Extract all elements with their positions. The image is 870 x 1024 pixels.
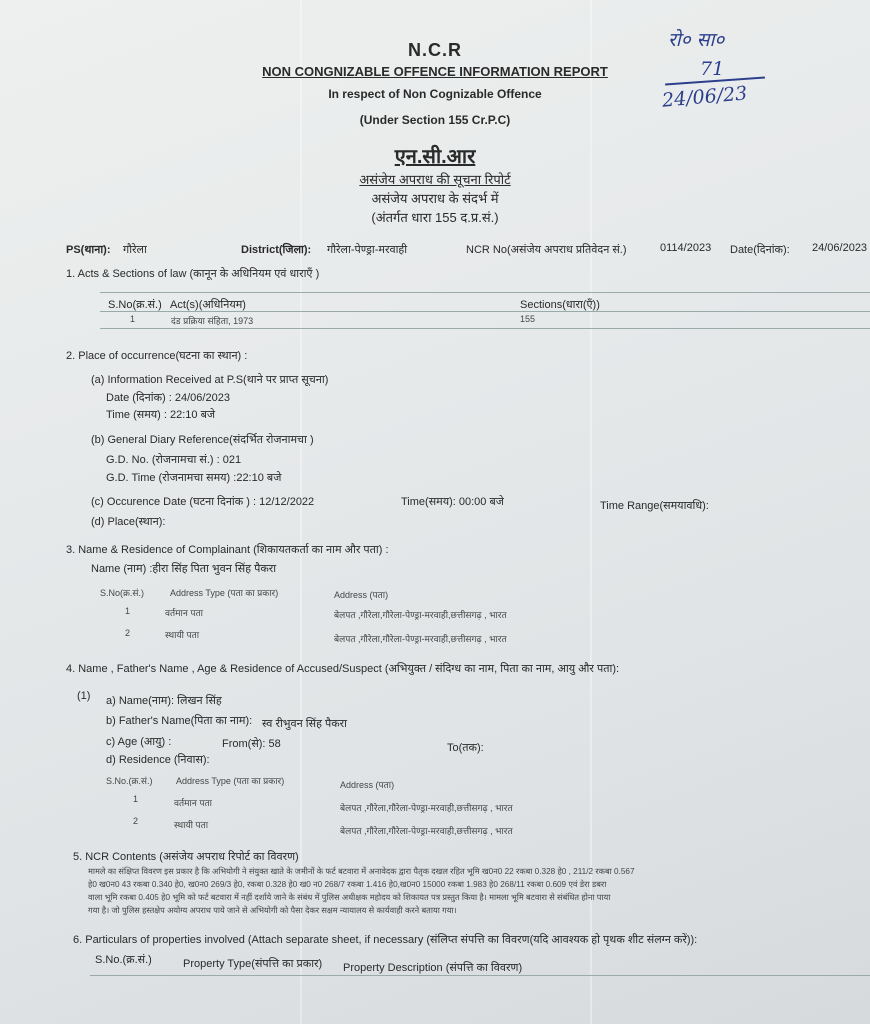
respect-line: In respect of Non Cognizable Offence xyxy=(328,87,542,101)
occurrence-date: (c) Occurence Date (घटना दिनांक ) : 12/12/2022 xyxy=(91,496,315,508)
s1-row-sections: 155 xyxy=(520,314,536,324)
table-rule xyxy=(100,292,870,293)
s1-col-sections: Sections(धारा(एँ)) xyxy=(520,299,600,311)
father-name-value: स्व रीभुवन सिंह पैकरा xyxy=(262,718,348,730)
date-value: 24/06/2023 xyxy=(812,242,868,254)
age-label: c) Age (आयु) : xyxy=(106,736,172,748)
ps-label: PS(थाना): xyxy=(66,244,111,256)
s4-col-address: Address (पता) xyxy=(340,780,395,790)
handwritten-note-line1: रो० सा० xyxy=(668,29,725,51)
section-3-heading: 3. Name & Residence of Complainant (शिकायतकर्ता का नाम और पता) : xyxy=(66,544,389,556)
section-2-heading: 2. Place of occurrence(घटना का स्थान) : xyxy=(66,350,248,362)
section-line: (Under Section 155 Cr.P.C) xyxy=(359,113,511,127)
s6-col-type: Property Type(संपत्ति का प्रकार) xyxy=(183,958,323,970)
handwritten-note-line2: 71 xyxy=(700,58,725,80)
gd-reference-label: (b) General Diary Reference(संदर्भित रोजनामचा ) xyxy=(91,434,314,446)
s4-r1-type: वर्तमान पता xyxy=(174,798,212,808)
residence-label: d) Residence (निवास): xyxy=(106,754,210,766)
s3-r2-sno: 2 xyxy=(125,628,131,638)
s4-r2-type: स्थायी पता xyxy=(174,820,209,830)
info-date: Date (दिनांक) : 24/06/2023 xyxy=(106,392,230,404)
s3-r1-type: वर्तमान पता xyxy=(165,608,203,618)
age-to: To(तक): xyxy=(447,742,484,754)
section-6-heading: 6. Particulars of properties involved (Attach separate sheet, if necessary (संलिप्त संपत्ति का विवरण(यदि आवश्यक हो पृथक शीट संलग्न करें)): xyxy=(73,934,698,946)
ps-value: गौरेला xyxy=(123,244,147,256)
s6-col-description: Property Description (संपत्ति का विवरण) xyxy=(343,962,523,974)
accused-number: (1) xyxy=(77,690,91,702)
info-time: Time (समय) : 22:10 बजे xyxy=(106,409,216,421)
s1-row-act: दंड प्रक्रिया संहिता, 1973 xyxy=(171,316,254,326)
s4-col-type: Address Type (पता का प्रकार) xyxy=(176,776,285,786)
father-name-label: b) Father's Name(पिता का नाम): xyxy=(106,715,253,727)
gd-no: G.D. No. (रोजनामचा सं.) : 021 xyxy=(106,454,242,466)
s3-col-type: Address Type (पता का प्रकार) xyxy=(170,588,279,598)
ncr-contents-line2: हे0 ख0न0 43 रकबा 0.340 हे0, ख0न0 269/3 हे0, रकबा 0.328 हे0 ख0 न0 268/7 रकबा 1.416 हे0,ख0न0 15000 रकबा 1.983 हे0 268/11 रकबा 0.609 एवं डेरा डबरा xyxy=(88,880,607,889)
page-title: N.C.R xyxy=(408,40,462,60)
s1-col-act: Act(s)(अधिनियम) xyxy=(170,299,246,311)
ncr-no-value: 0114/2023 xyxy=(660,242,712,254)
ncr-contents-line1: मामले का संक्षिप्त विवरण इस प्रकार है कि अभियोगी ने संयुक्त खाते के जमीनों के फर्ट बटवारा में अनावेदक द्वारा पैतृक दखल रहित भूमि ख0न0 22 रकबा 0.328 हे0 , 211/2 रकबा 0.567 xyxy=(88,867,635,876)
s4-r2-address: बेलपत ,गौरेला,गौरेला-पेण्ड्रा-मरवाही,छत्तीसगढ़ , भारत xyxy=(340,826,513,836)
complainant-name: Name (नाम) :हीरा सिंह पिता भुवन सिंह पैकरा xyxy=(91,563,277,575)
place-label: (d) Place(स्थान): xyxy=(91,516,166,528)
s4-r1-address: बेलपत ,गौरेला,गौरेला-पेण्ड्रा-मरवाही,छत्तीसगढ़ , भारत xyxy=(340,803,513,813)
district-value: गौरेला-पेण्ड्रा-मरवाही xyxy=(327,244,408,256)
table-rule xyxy=(100,328,870,329)
ncr-contents-line3: वाला भूमि रकबा 0.405 हे0 भूमि को फर्ट बटवारा में नहीं दर्शाये जाने के संबंध में पुलिस अधीक्षक महोदय को शिकायत पत्र प्रस्तुत किया है। मामला भूमि बटवारा से संबंधित होना पाया xyxy=(88,893,611,902)
s3-col-address: Address (पता) xyxy=(334,590,389,600)
s6-col-sno: S.No.(क्र.सं.) xyxy=(95,954,152,966)
s4-r2-sno: 2 xyxy=(133,816,139,826)
s3-r2-address: बेलपत ,गौरेला,गौरेला-पेण्ड्रा-मरवाही,छत्तीसगढ़ , भारत xyxy=(334,634,507,644)
s4-col-sno: S.No.(क्र.सं.) xyxy=(106,776,153,786)
gd-time: G.D. Time (रोजनामचा समय) :22:10 बजे xyxy=(106,472,282,484)
table-rule xyxy=(100,311,870,312)
hindi-section: (अंतर्गत धारा 155 द.प्र.सं.) xyxy=(371,210,499,225)
handwritten-note-date: 24/06/23 xyxy=(661,82,749,112)
report-subtitle: NON CONGNIZABLE OFFENCE INFORMATION REPORT xyxy=(262,64,608,79)
hindi-subtitle: असंजेय अपराध की सूचना रिपोर्ट xyxy=(359,172,511,187)
accused-name: a) Name(नाम): लिखन सिंह xyxy=(106,695,222,707)
ncr-contents-line4: गया है। जो पुलिस हस्तक्षेप अयोग्य अपराध पाये जाने से अभियोगी को पैसा देकर सक्षम न्यायालय से कार्यवाही करने बताया गया। xyxy=(88,906,457,915)
section-5-heading: 5. NCR Contents (असंजेय अपराध रिपोर्ट का विवरण) xyxy=(73,851,299,863)
s3-r1-address: बेलपत ,गौरेला,गौरेला-पेण्ड्रा-मरवाही,छत्तीसगढ़ , भारत xyxy=(334,610,507,620)
date-label: Date(दिनांक): xyxy=(730,244,790,256)
section-4-heading: 4. Name , Father's Name , Age & Residence of Accused/Suspect (अभियुक्त / संदिग्ध का नाम, पिता का नाम, आयु और पता): xyxy=(66,663,620,675)
s1-row-sno: 1 xyxy=(130,314,136,324)
hindi-title: एन.सी.आर xyxy=(394,146,476,168)
table-rule xyxy=(90,975,870,976)
info-received-label: (a) Information Received at P.S(थाने पर प्राप्त सूचना) xyxy=(91,374,329,386)
hindi-respect: असंजेय अपराध के संदर्भ में xyxy=(371,191,499,206)
age-from: From(से): 58 xyxy=(222,738,281,750)
occurrence-time: Time(समय): 00:00 बजे xyxy=(401,496,504,508)
district-label: District(जिला): xyxy=(241,244,312,256)
section-1-heading: 1. Acts & Sections of law (कानून के अधिनियम एवं धाराएँ ) xyxy=(66,268,320,280)
s3-r1-sno: 1 xyxy=(125,606,131,616)
s3-col-sno: S.No(क्र.सं.) xyxy=(100,588,144,598)
occurrence-time-range: Time Range(समयावधि): xyxy=(600,500,709,512)
s3-r2-type: स्थायी पता xyxy=(165,630,200,640)
s1-col-sno: S.No(क्र.सं.) xyxy=(108,299,162,311)
s4-r1-sno: 1 xyxy=(133,794,139,804)
ncr-no-label: NCR No(असंजेय अपराध प्रतिवेदन सं.) xyxy=(466,244,627,256)
